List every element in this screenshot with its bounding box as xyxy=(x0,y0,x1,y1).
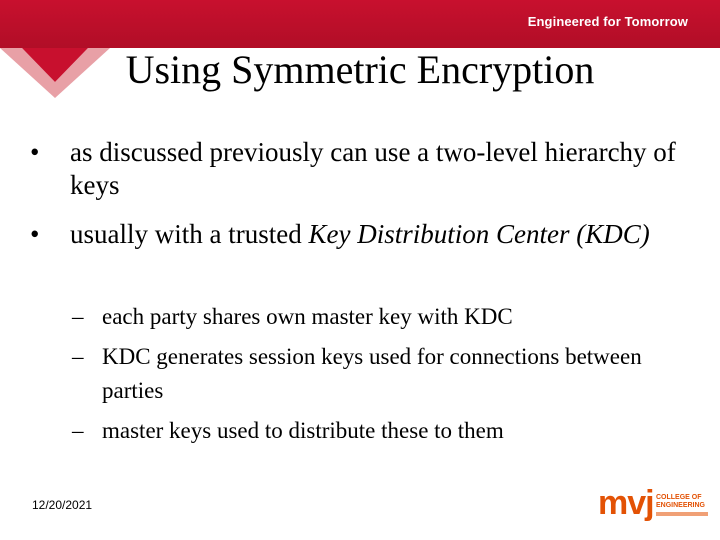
sub-bullet-item xyxy=(72,300,692,334)
logo-line-1: COLLEGE OF xyxy=(656,494,702,501)
slide-title: Using Symmetric Encryption xyxy=(125,47,595,92)
sub-bullet-text: KDC generates session keys used for connections between parties xyxy=(102,344,642,403)
sub-bullet-item xyxy=(72,414,692,448)
bullet-text-prefix: usually with a trusted xyxy=(70,219,309,249)
logo-wordmark: mvj xyxy=(598,484,654,522)
bullet-text xyxy=(70,218,690,251)
bullet-marker: • xyxy=(30,219,40,249)
sub-bullet-text: master keys used to distribute these to them xyxy=(102,418,504,443)
bullet-item xyxy=(30,136,690,202)
bullet-emphasis: Key Distribution Center (KDC) xyxy=(308,219,650,249)
sub-bullet-item xyxy=(72,340,692,408)
logo-tagline-bar xyxy=(656,512,708,516)
sub-bullet-marker: – xyxy=(72,418,84,443)
header-banner xyxy=(0,0,720,48)
sub-bullet-text: each party shares own master key with KDC xyxy=(102,304,513,329)
logo-line-2: ENGINEERING xyxy=(656,502,706,509)
header-tagline: Engineered for Tomorrow xyxy=(527,14,688,29)
bullet-marker: • xyxy=(30,137,40,167)
sub-bullet-marker: – xyxy=(72,304,84,329)
sub-bullet-marker: – xyxy=(72,344,84,369)
college-logo xyxy=(598,484,710,530)
footer-date: 12/20/2021 xyxy=(32,498,93,512)
bullet-text: as discussed previously can use a two-level hierarchy of keys xyxy=(70,137,676,200)
bullet-item xyxy=(30,218,690,251)
